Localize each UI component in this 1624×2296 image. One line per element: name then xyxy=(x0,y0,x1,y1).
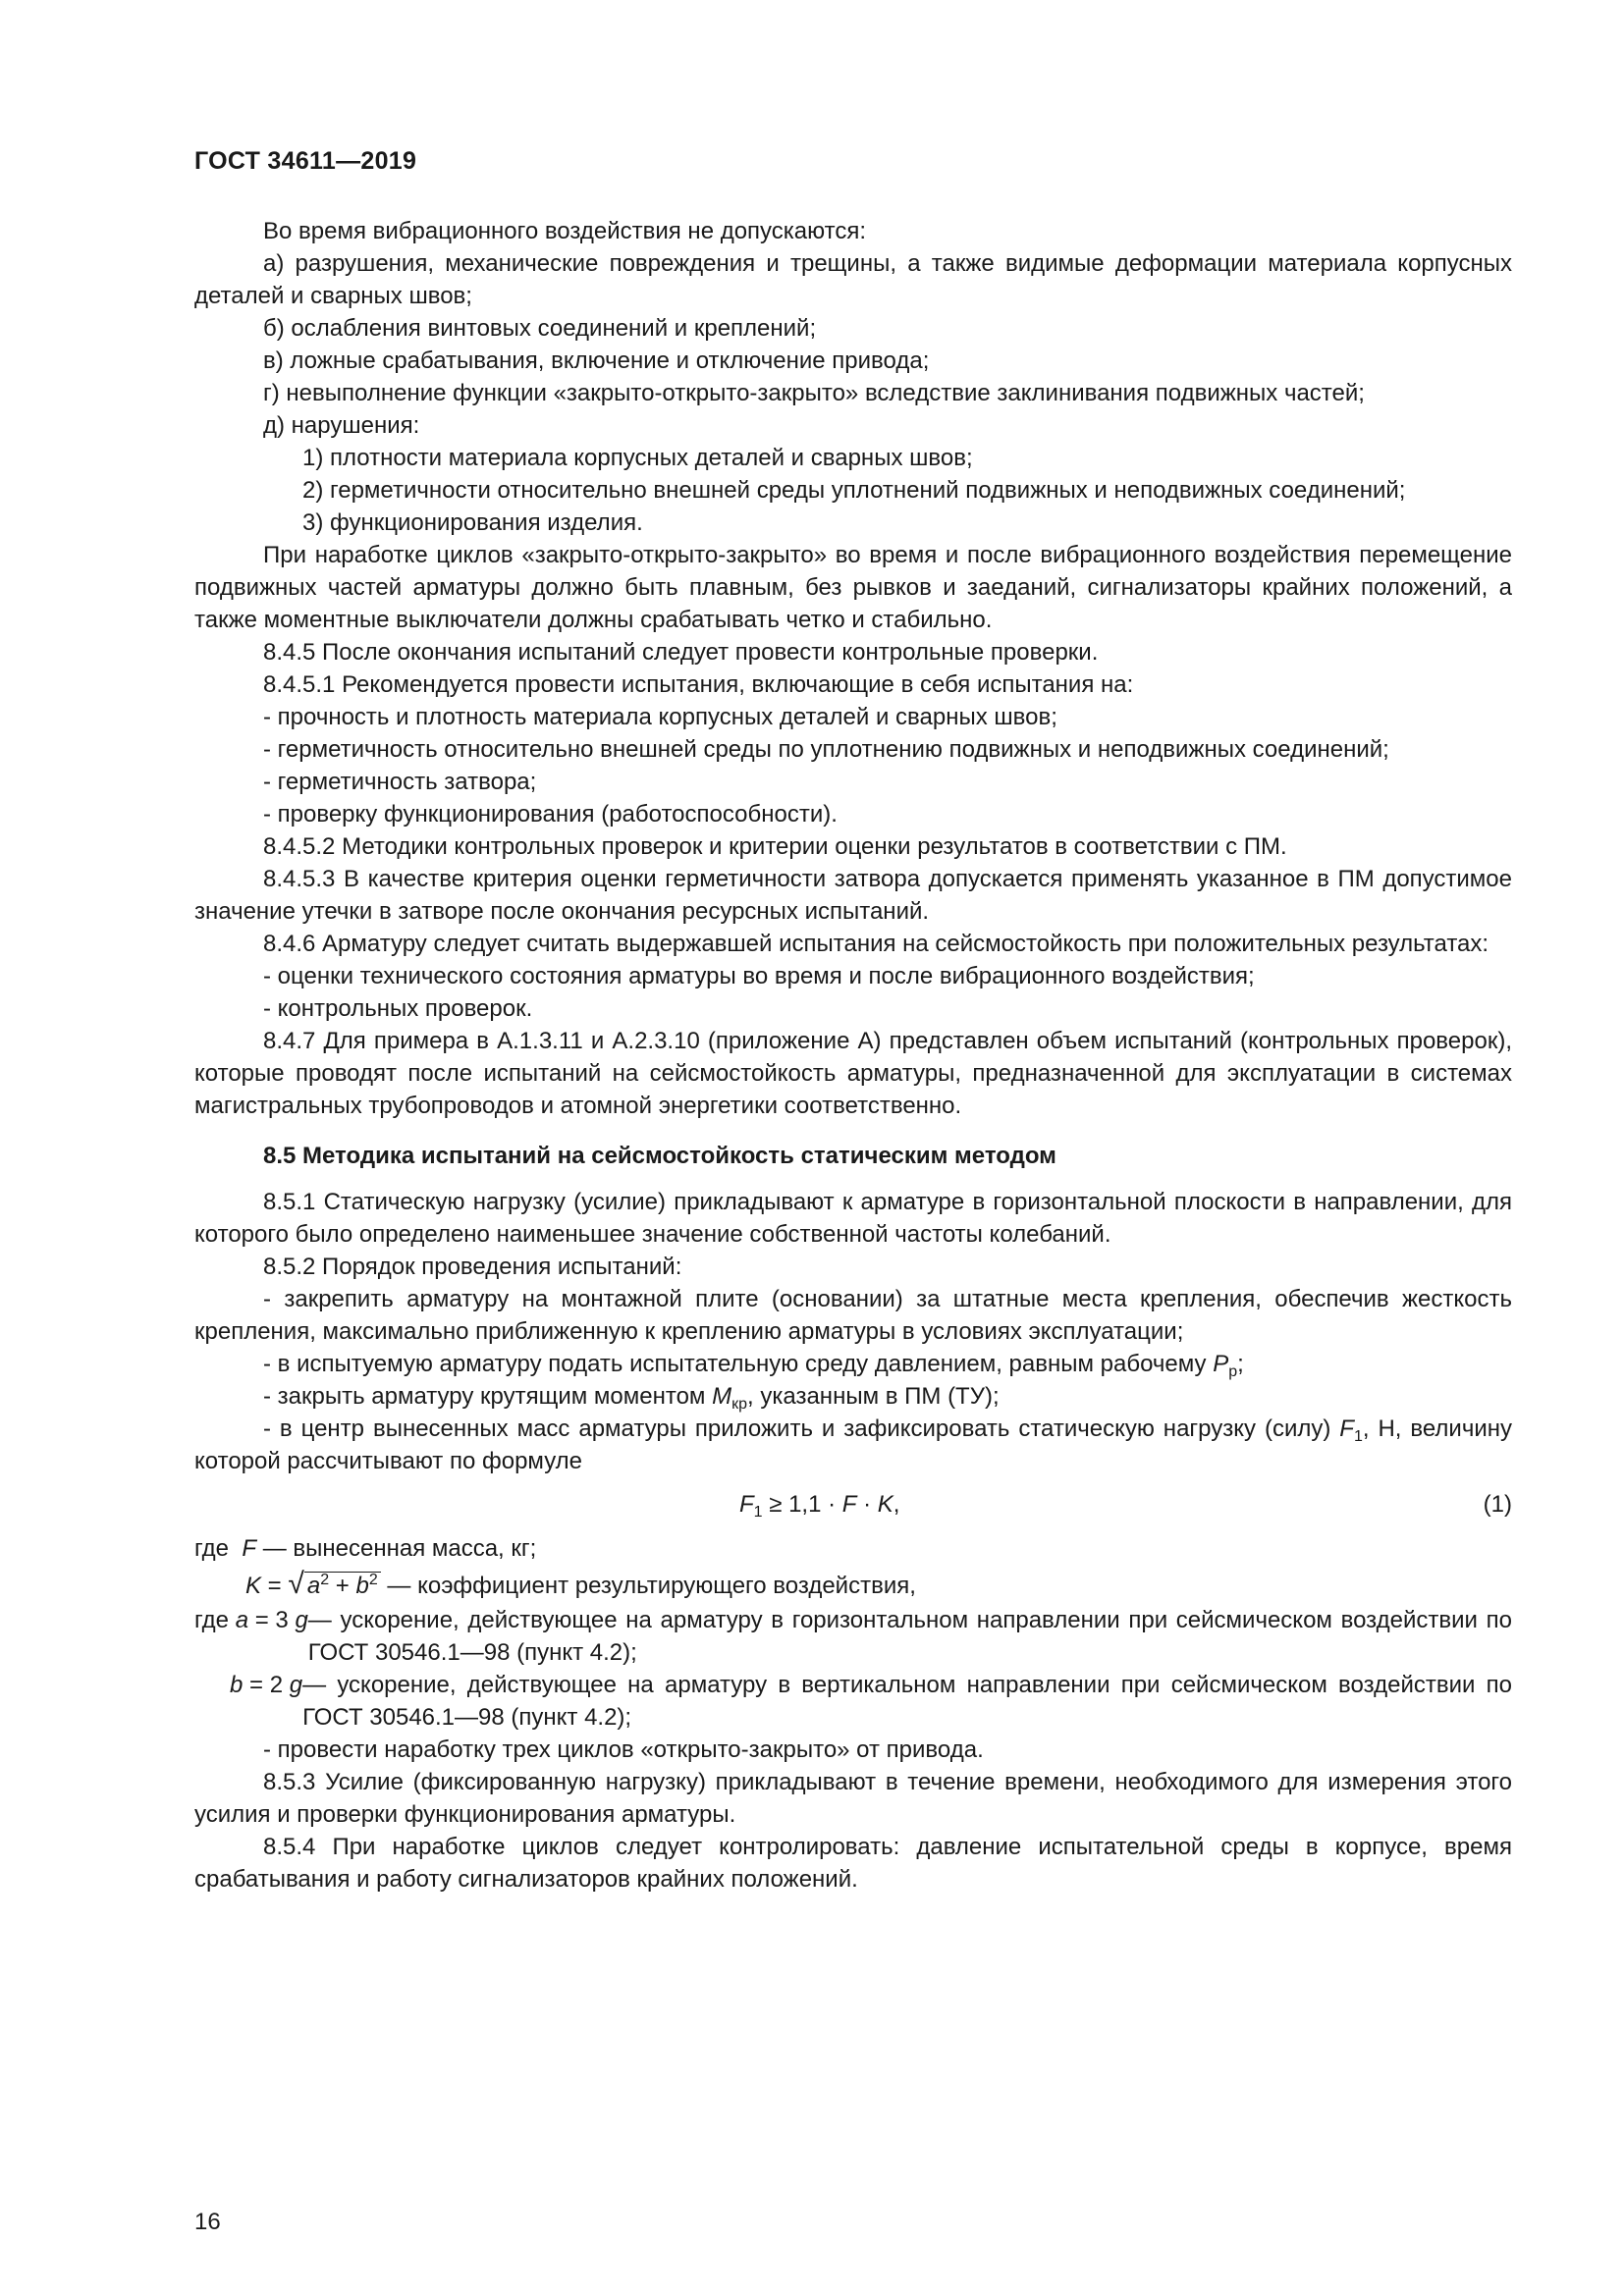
torque-symbol: M xyxy=(712,1383,732,1410)
b-definition: b = 2 g — ускорение, действующее на арматуру в вертикальном направлении при сейсмическом воздействии по ГОСТ 30546.1—98 (пункт 4.2); xyxy=(230,1672,1512,1731)
list-item: в) ложные срабатывания, включение и отключение привода; xyxy=(263,347,930,374)
sub-list-item: 1) плотности материала корпусных деталей и сварных швов; xyxy=(302,445,973,471)
a-definition: где a = 3 g — ускорение, действующее на арматуру в горизонтальном направлении при сейсмическом воздействии по ГОСТ 30546.1—98 (пункт 4.2); xyxy=(194,1607,1512,1666)
formula-1 xyxy=(194,1481,1512,1528)
dash-item-pressure: - в испытуемую арматуру подать испытательную среду давлением, равным рабочему $P_р$; xyxy=(263,1351,1244,1380)
dash-item: - закрепить арматуру на монтажной плите (основании) за штатные места крепления, обеспечив жесткость крепления, максимально приближенную к креплению арматуры в условиях эксплуатации; xyxy=(194,1286,1512,1345)
radicand: $a^2 + b^2$ xyxy=(304,1572,381,1600)
section-heading: 8.5 Методика испытаний на сейсмостойкость статическим методом xyxy=(263,1143,1056,1169)
sub-list-item: 2) герметичности относительно внешней среды уплотнений подвижных и неподвижных соединений; xyxy=(302,477,1406,504)
dash-item: - проверку функционирования (работоспособности). xyxy=(263,801,838,828)
dash-item: - провести наработку трех циклов «открыто-закрыто» от привода. xyxy=(263,1736,984,1763)
dash-item: - прочность и плотность материала корпусных деталей и сварных швов; xyxy=(263,704,1057,730)
list-item: а) разрушения, механические повреждения и трещины, а также видимые деформации материала корпусных деталей и сварных швов; xyxy=(194,250,1512,309)
clause-8-4-5-3: 8.4.5.3 В качестве критерия оценки герметичности затвора допускается применять указанное в ПМ допустимое значение утечки в затворе после окончания ресурсных испытаний. xyxy=(194,866,1512,925)
clause-8-4-7: 8.4.7 Для примера в А.1.3.11 и А.2.3.10 (приложение А) представлен объем испытаний (контрольных проверок), которые проводят после испытаний на сейсмостойкость арматуры, предназначенной для эксплуатации в системах магистральных трубопроводов и атомной энергетики соответственно. xyxy=(194,1028,1512,1119)
formula-number: (1) xyxy=(1483,1491,1512,1518)
dash-item: - герметичность относительно внешней среды по уплотнению подвижных и неподвижных соединений; xyxy=(263,736,1389,763)
page-number: 16 xyxy=(194,2209,221,2235)
list-item: г) невыполнение функции «закрыто-открыто-закрыто» вследствие заклинивания подвижных частей; xyxy=(263,380,1365,406)
dash-item-force: - в центр вынесенных масс арматуры приложить и зафиксировать статическую нагрузку (силу) $F_1$, Н, величину которой рассчитывают по формуле xyxy=(194,1415,1513,1474)
sub-list-item: 3) функционирования изделия. xyxy=(302,509,643,536)
clause-8-5-4: 8.5.4 При наработке циклов следует контролировать: давление испытательной среды в корпусе, время срабатывания и работу сигнализаторов крайних положений. xyxy=(194,1834,1512,1893)
document-header: ГОСТ 34611—2019 xyxy=(194,147,417,175)
list-item: д) нарушения: xyxy=(263,412,420,439)
clause-8-5-2: 8.5.2 Порядок проведения испытаний: xyxy=(263,1254,682,1280)
where-F: где F — вынесенная масса, кг; xyxy=(194,1535,537,1562)
clause-8-4-6: 8.4.6 Арматуру следует считать выдержавшей испытания на сейсмостойкость при положительных результатах: xyxy=(263,931,1489,957)
clause-8-4-5-1: 8.4.5.1 Рекомендуется провести испытания, включающие в себя испытания на: xyxy=(263,671,1134,698)
pressure-symbol: P xyxy=(1213,1351,1229,1377)
body-text xyxy=(194,215,1512,1896)
k-definition: K = √ $a^2 + b^2$ — коэффициент результирующего воздействия, xyxy=(245,1568,916,1600)
formula-body: $F_1 \ge 1,1 \cdot F \cdot K$, xyxy=(739,1491,900,1521)
list-item: б) ослабления винтовых соединений и креплений; xyxy=(263,315,817,342)
clause-8-5-3: 8.5.3 Усилие (фиксированную нагрузку) прикладывают в течение времени, необходимого для измерения этого усилия и проверки функционирования арматуры. xyxy=(194,1769,1512,1828)
dash-item: - оценки технического состояния арматуры во время и после вибрационного воздействия; xyxy=(263,963,1255,989)
clause-8-5-1: 8.5.1 Статическую нагрузку (усилие) прикладывают к арматуре в горизонтальной плоскости в направлении, для которого было определено наименьшее значение собственной частоты колебаний. xyxy=(194,1189,1512,1248)
dash-item: - герметичность затвора; xyxy=(263,769,537,795)
paragraph: Во время вибрационного воздействия не допускаются: xyxy=(263,218,867,244)
clause-8-4-5: 8.4.5 После окончания испытаний следует провести контрольные проверки. xyxy=(263,639,1099,666)
dash-item: - контрольных проверок. xyxy=(263,995,533,1022)
paragraph: При наработке циклов «закрыто-открыто-закрыто» во время и после вибрационного воздействия перемещение подвижных частей арматуры должно быть плавным, без рывков и заеданий, сигнализаторы крайних положений, а также моментные выключатели должны срабатывать четко и стабильно. xyxy=(194,542,1512,633)
force-symbol: F xyxy=(1339,1415,1354,1442)
dash-item-torque: - закрыть арматуру крутящим моментом $M_{кр}$, указанным в ПМ (ТУ); xyxy=(263,1383,1000,1413)
document-page xyxy=(194,147,1512,1896)
clause-8-4-5-2: 8.4.5.2 Методики контрольных проверок и критерии оценки результатов в соответствии с ПМ. xyxy=(263,833,1287,860)
sqrt-icon: √ xyxy=(288,1568,304,1600)
